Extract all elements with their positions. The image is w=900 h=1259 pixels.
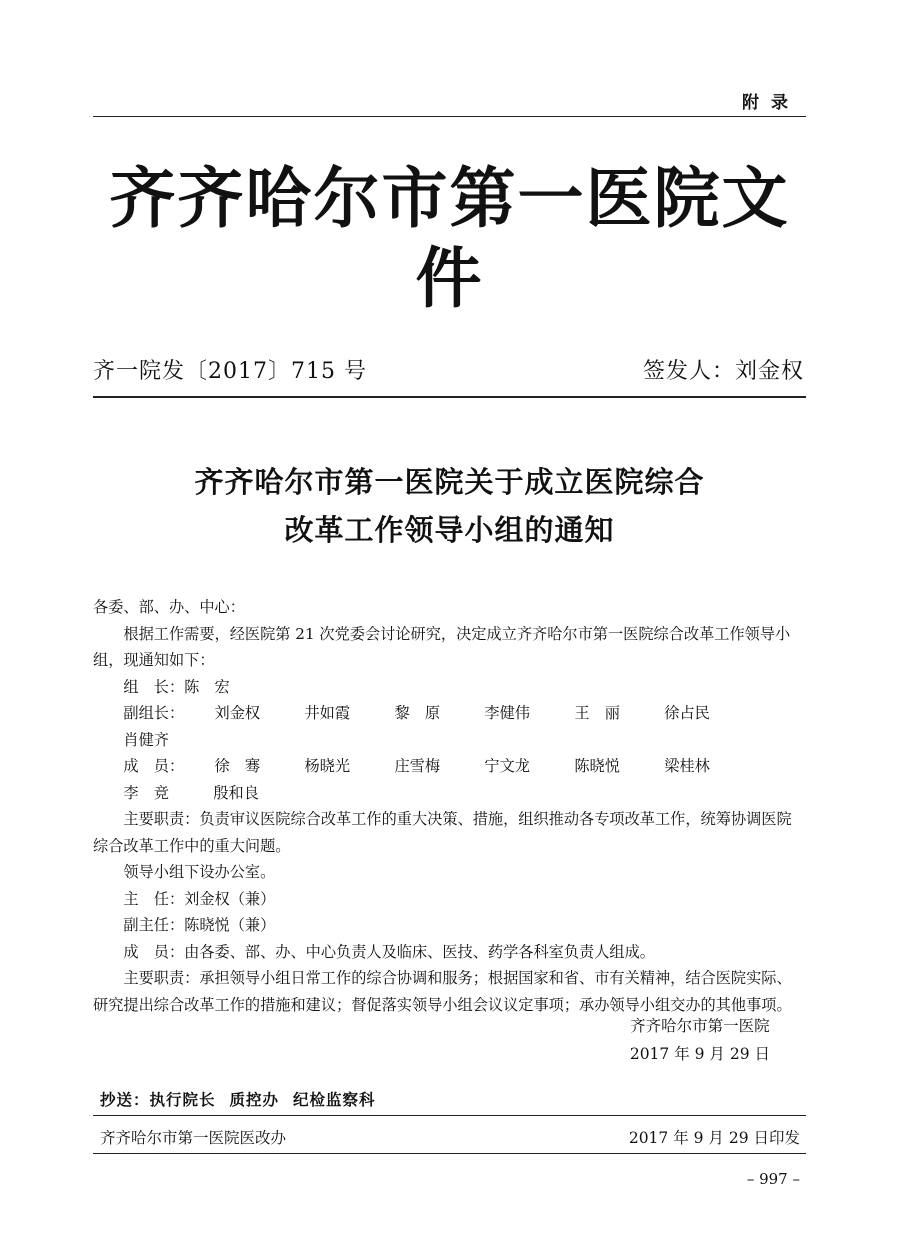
cc-rule [93,1115,806,1116]
member-name: 徐 骞 [214,757,261,775]
deputy-name: 徐占民 [664,704,710,722]
member-name: 杨晓光 [304,757,351,775]
issuer: 齐齐哈尔市第一医院医改办 [100,1129,287,1147]
member-name: 李 竞 [123,783,169,802]
office-members-line: 成 员：由各委、部、办、中心负责人及临床、医技、药学各科室负责人组成。 [123,942,655,961]
deputy-name: 李健伟 [484,704,530,722]
signer: 签发人：刘金权 [642,359,804,384]
title-rule [93,396,806,398]
deputy-name: 黎 原 [394,704,440,722]
signature-org: 齐齐哈尔市第一医院 [630,1017,770,1035]
director-line: 主 任：刘金权（兼） [123,889,276,908]
document-title: 齐齐哈尔市第一医院文件 [109,159,790,317]
duty-paragraph-1: 主要职责：负责审议医院综合改革工作的重大决策、措施，组织推动各专项改革工作，统筹协调医院综合改革工作中的重大问题。 [93,810,792,855]
cc-line [100,1088,390,1110]
member-name: 陈晓悦 [574,757,620,775]
member-name: 梁桂林 [664,757,710,775]
deputy-line: 副组长： 刘金权 井如霞 黎 原 李健伟 王 丽 徐占民肖健齐 [93,700,806,753]
header-rule [93,116,806,117]
signature-date: 2017 年 9 月 29 日 [629,1045,770,1063]
signature-block [630,1012,770,1068]
deputy-name: 井如霞 [304,704,351,722]
section-label: 附录 [742,93,800,113]
duty-paragraph-2: 主要职责：承担领导小组日常工作的综合协调和服务；根据国家和省、市有关精神，结合医院实际、研究提出综合改革工作的措施和建议；督促落实领导小组会议议定事项；承办领导小组交办的其他事项。 [93,969,792,1014]
cc-recipient: 执行院长 [149,1090,216,1109]
salutation: 各委、部、办、中心： [93,598,245,616]
document-number: 齐一院发〔2017〕715 号 [93,359,367,384]
cc-recipient: 质控办 [229,1090,280,1109]
intro-paragraph: 根据工作需要，经医院第 21 次党委会讨论研究，决定成立齐齐哈尔市第一医院综合改革工作领导小组，现通知如下： [93,624,791,669]
deputy-name: 刘金权 [214,704,261,722]
cc-label: 抄送： [100,1090,150,1109]
leader-line: 组 长：陈 宏 [123,677,230,696]
members-line: 成 员： 徐 骞 杨晓光 庄雪梅 宁文龙 陈晓悦 梁桂林李 竞 殷和良 [93,753,806,806]
footer-rule [93,1153,806,1154]
member-name: 庄雪梅 [394,757,440,775]
deputy-director-line: 副主任：陈晓悦（兼） [123,916,276,934]
member-name: 殷和良 [213,783,259,802]
notice-title-line2: 改革工作领导小组的通知 [284,513,615,547]
member-name: 宁文龙 [484,757,530,775]
print-date: 2017 年 9 月 29 日印发 [628,1129,800,1147]
notice-title [93,458,806,554]
page-number: – 997 – [746,1170,800,1188]
cc-recipient: 纪检监察科 [293,1090,376,1109]
notice-title-line1: 齐齐哈尔市第一医院关于成立医院综合 [194,465,705,499]
deputy-name: 王 丽 [574,704,620,722]
notice-body [93,594,806,1018]
deputy-name: 肖健齐 [123,730,169,749]
office-line: 领导小组下设办公室。 [123,863,276,881]
leader-name: 陈 宏 [184,677,230,696]
